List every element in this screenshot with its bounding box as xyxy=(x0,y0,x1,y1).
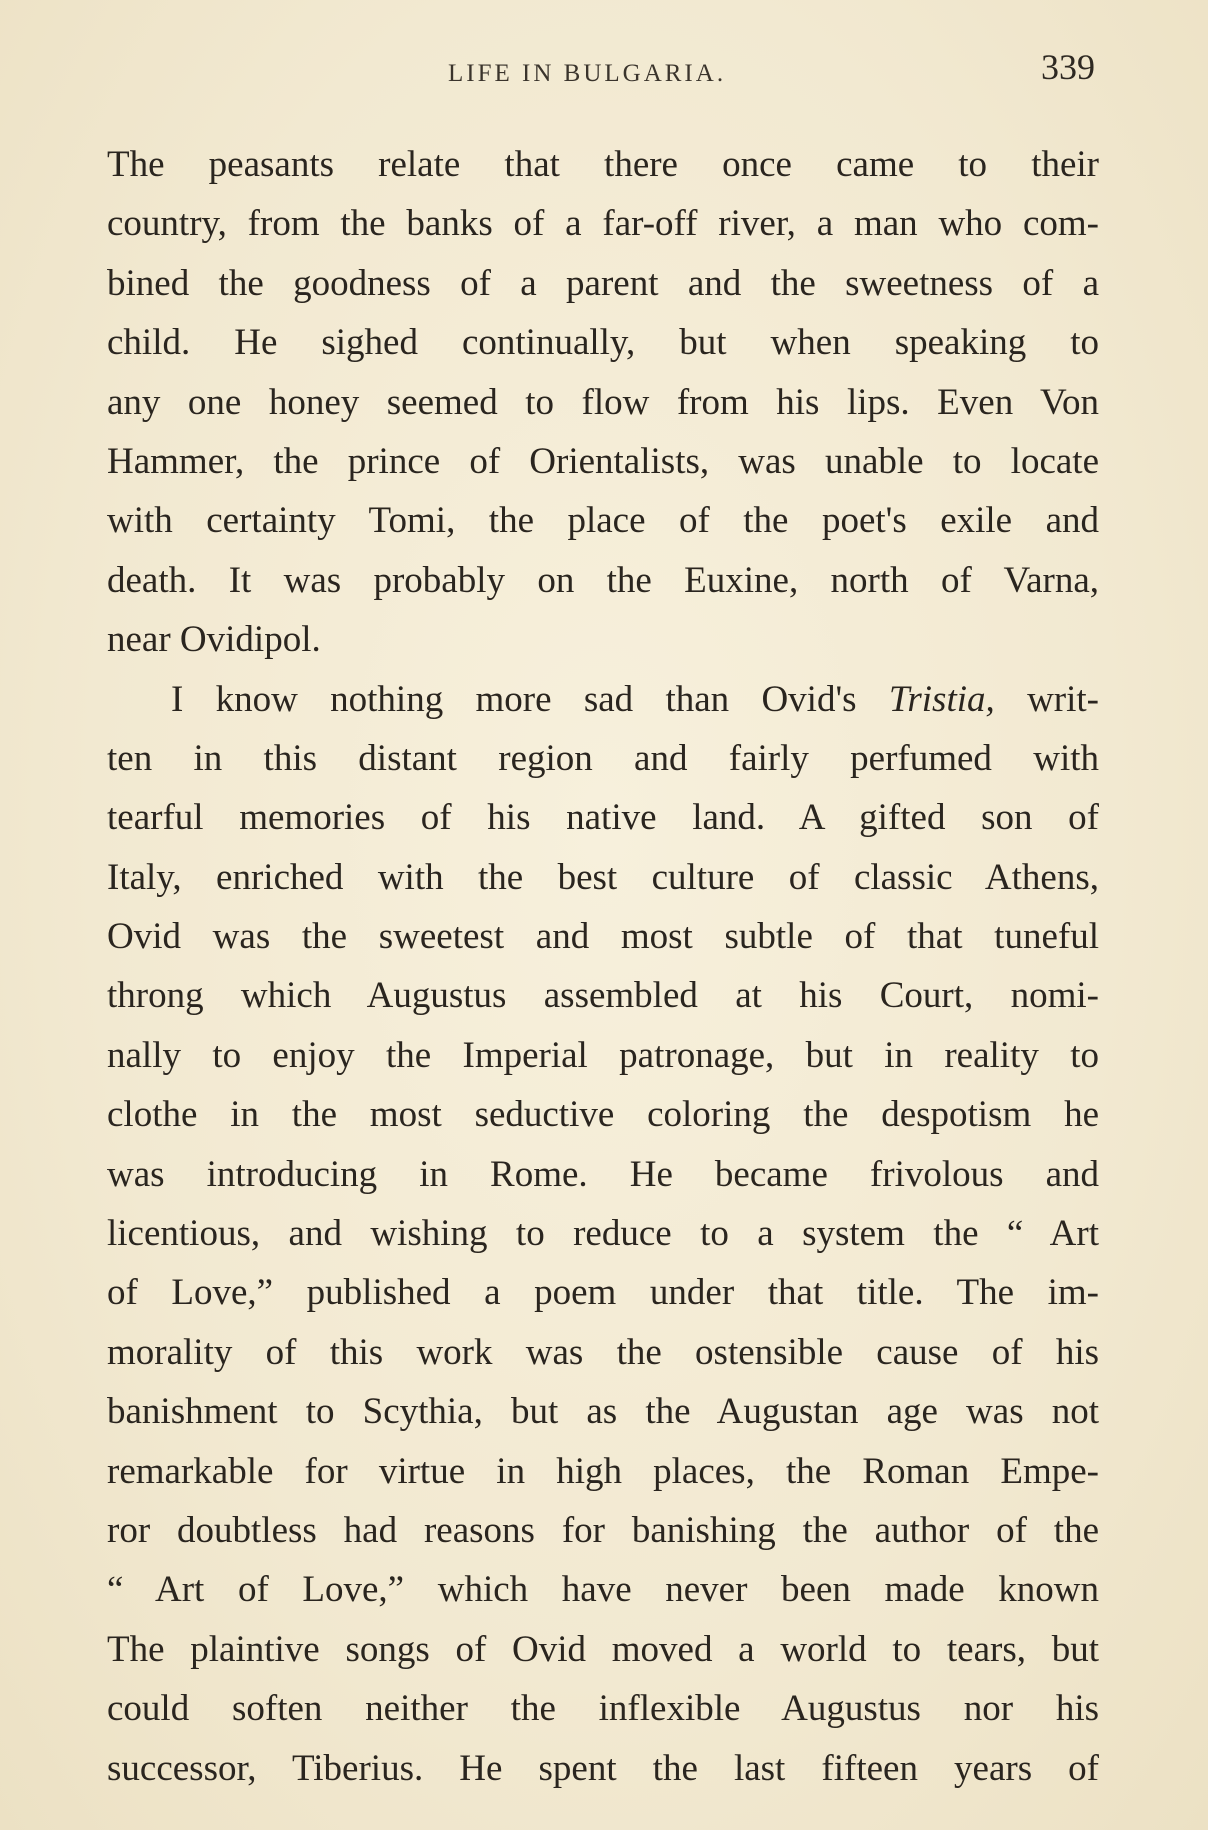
text-line: bined the goodness of a parent and the sweetness of a xyxy=(107,262,1099,304)
text-line: “ Art of Love,” which have never been made known xyxy=(107,1569,1099,1611)
text-line: throng which Augustus assembled at his Court, nomi- xyxy=(107,975,1099,1017)
text-line: tearful memories of his native land. A gifted son of xyxy=(107,797,1099,839)
text-line: was introducing in Rome. He became frivolous and xyxy=(107,1153,1099,1195)
text-line: successor, Tiberius. He spent the last fifteen years of xyxy=(107,1747,1099,1789)
text-line: country, from the banks of a far-off river, a man who com- xyxy=(107,203,1099,245)
text-line: banishment to Scythia, but as the Augustan age was not xyxy=(107,1391,1099,1433)
text-line: any one honey seemed to flow from his lips. Even Von xyxy=(107,381,1099,423)
text-line: The peasants relate that there once came to their xyxy=(107,144,1099,185)
text-line: child. He sighed continually, but when speaking to xyxy=(107,322,1099,364)
text-run: I know nothing more sad than Ovid's xyxy=(171,678,889,720)
running-head: LIFE IN BULGARIA. xyxy=(448,60,727,87)
text-line: morality of this work was the ostensible cause of his xyxy=(107,1331,1099,1373)
text-line: Italy, enriched with the best culture of classic Athens, xyxy=(107,856,1099,898)
text-line: of Love,” published a poem under that title. The im- xyxy=(107,1272,1099,1314)
text-line: Hammer, the prince of Orientalists, was unable to locate xyxy=(107,440,1099,482)
text-line: death. It was probably on the Euxine, north of Varna, xyxy=(107,559,1099,601)
book-title-italic: Tristia, xyxy=(888,678,995,720)
text-line: near Ovidipol. xyxy=(107,619,321,661)
text-line: with certainty Tomi, the place of the poet's exile and xyxy=(107,500,1099,542)
text-line: Ovid was the sweetest and most subtle of that tuneful xyxy=(107,916,1099,958)
text-line: ror doubtless had reasons for banishing the author of the xyxy=(107,1509,1099,1551)
text-line: nally to enjoy the Imperial patronage, but in reality to xyxy=(107,1034,1099,1076)
page-number: 339 xyxy=(1041,47,1095,87)
text-line: could soften neither the inflexible Augustus nor his xyxy=(107,1688,1099,1730)
text-line: The plaintive songs of Ovid moved a world to tears, but xyxy=(107,1628,1099,1670)
text-line: remarkable for virtue in high places, the Roman Empe- xyxy=(107,1450,1099,1492)
text-line: clothe in the most seductive coloring the despotism he xyxy=(107,1094,1099,1136)
text-line: licentious, and wishing to reduce to a system the “ Art xyxy=(107,1213,1099,1255)
text-run: writ- xyxy=(994,678,1099,720)
paragraph-opening-line xyxy=(107,670,1099,729)
body-text xyxy=(107,135,1099,1798)
text-line: ten in this distant region and fairly perfumed with xyxy=(107,737,1099,779)
